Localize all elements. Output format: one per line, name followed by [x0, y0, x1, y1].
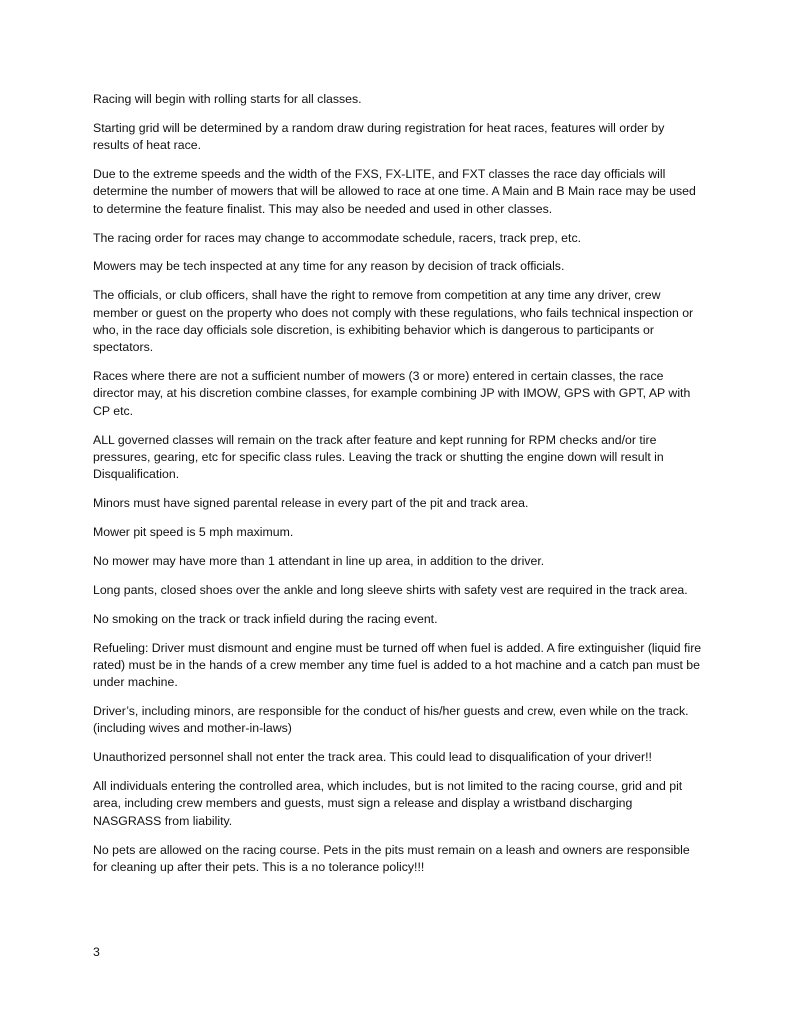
paragraph-clothing: Long pants, closed shoes over the ankle and long sleeve shirts with safety vest are required in the track area.	[93, 582, 688, 597]
paragraph-no-smoking: No smoking on the track or track infield during the racing event.	[93, 611, 438, 626]
paragraph-pit-speed: Mower pit speed is 5 mph maximum.	[93, 524, 294, 539]
paragraph-rolling-starts: Racing will begin with rolling starts for all classes.	[93, 92, 362, 106]
paragraph-governed-classes: ALL governed classes will remain on the track after feature and kept running for RPM checks and/or tire pressures, gearing, etc for specific class rules. Leaving the track or shutting the engine down will result in Disqualification.	[93, 432, 664, 482]
paragraph-controlled-area: All individuals entering the controlled area, which includes, but is not limited to the racing course, grid and pit area, including crew members and guests, must sign a release and display a wristband discharging NASGRASS from liability.	[93, 779, 683, 828]
page-number: 3	[93, 945, 100, 959]
paragraph-minors-release: Minors must have signed parental release in every part of the pit and track area.	[93, 496, 529, 511]
paragraph-extreme-speeds: Due to the extreme speeds and the width of the FXS, FX-LITE, and FXT classes the race day officials will determine the number of mowers that will be allowed to race at one time. A Main and B Main race may be used to determine the feature finalist. This may also be needed and used in other classes.	[93, 167, 696, 216]
paragraph-tech-inspection: Mowers may be tech inspected at any time for any reason by decision of track officials.	[93, 259, 565, 274]
paragraph-combine-classes: Races where there are not a sufficient number of mowers (3 or more) entered in certain classes, the race director may, at his discretion combine classes, for example combining JP with IMOW, GPS with GPT, AP with CP etc.	[93, 369, 691, 418]
paragraph-refueling: Refueling: Driver must dismount and engine must be turned off when fuel is added. A fire extinguisher (liquid fire rated) must be in the hands of a crew member any time fuel is added to a hot machine and a catch pan must be under machine.	[93, 640, 702, 690]
paragraph-attendant-limit: No mower may have more than 1 attendant in line up area, in addition to the driver.	[93, 553, 545, 568]
paragraph-no-pets: No pets are allowed on the racing course. Pets in the pits must remain on a leash and owners are responsible for cleaning up after their pets. This is a no tolerance policy!!!	[93, 842, 690, 874]
paragraph-officials-rights: The officials, or club officers, shall have the right to remove from competition at any time any driver, crew member or guest on the property who does not comply with these regulations, who fails technical inspection or who, in the race day officials sole discretion, is exhibiting behavior which is dangerous to participants or spectators.	[93, 288, 694, 355]
paragraph-starting-grid: Starting grid will be determined by a random draw during registration for heat races, features will order by results of heat race.	[93, 120, 665, 153]
paragraph-driver-conduct: Driver’s, including minors, are responsible for the conduct of his/her guests and crew, even while on the track. (including wives and mother-in-laws)	[93, 704, 689, 736]
paragraph-unauthorized-personnel: Unauthorized personnel shall not enter the track area. This could lead to disqualification of your driver!!	[93, 750, 652, 765]
paragraph-racing-order: The racing order for races may change to accommodate schedule, racers, track prep, etc.	[93, 230, 582, 245]
document-body	[93, 91, 703, 888]
